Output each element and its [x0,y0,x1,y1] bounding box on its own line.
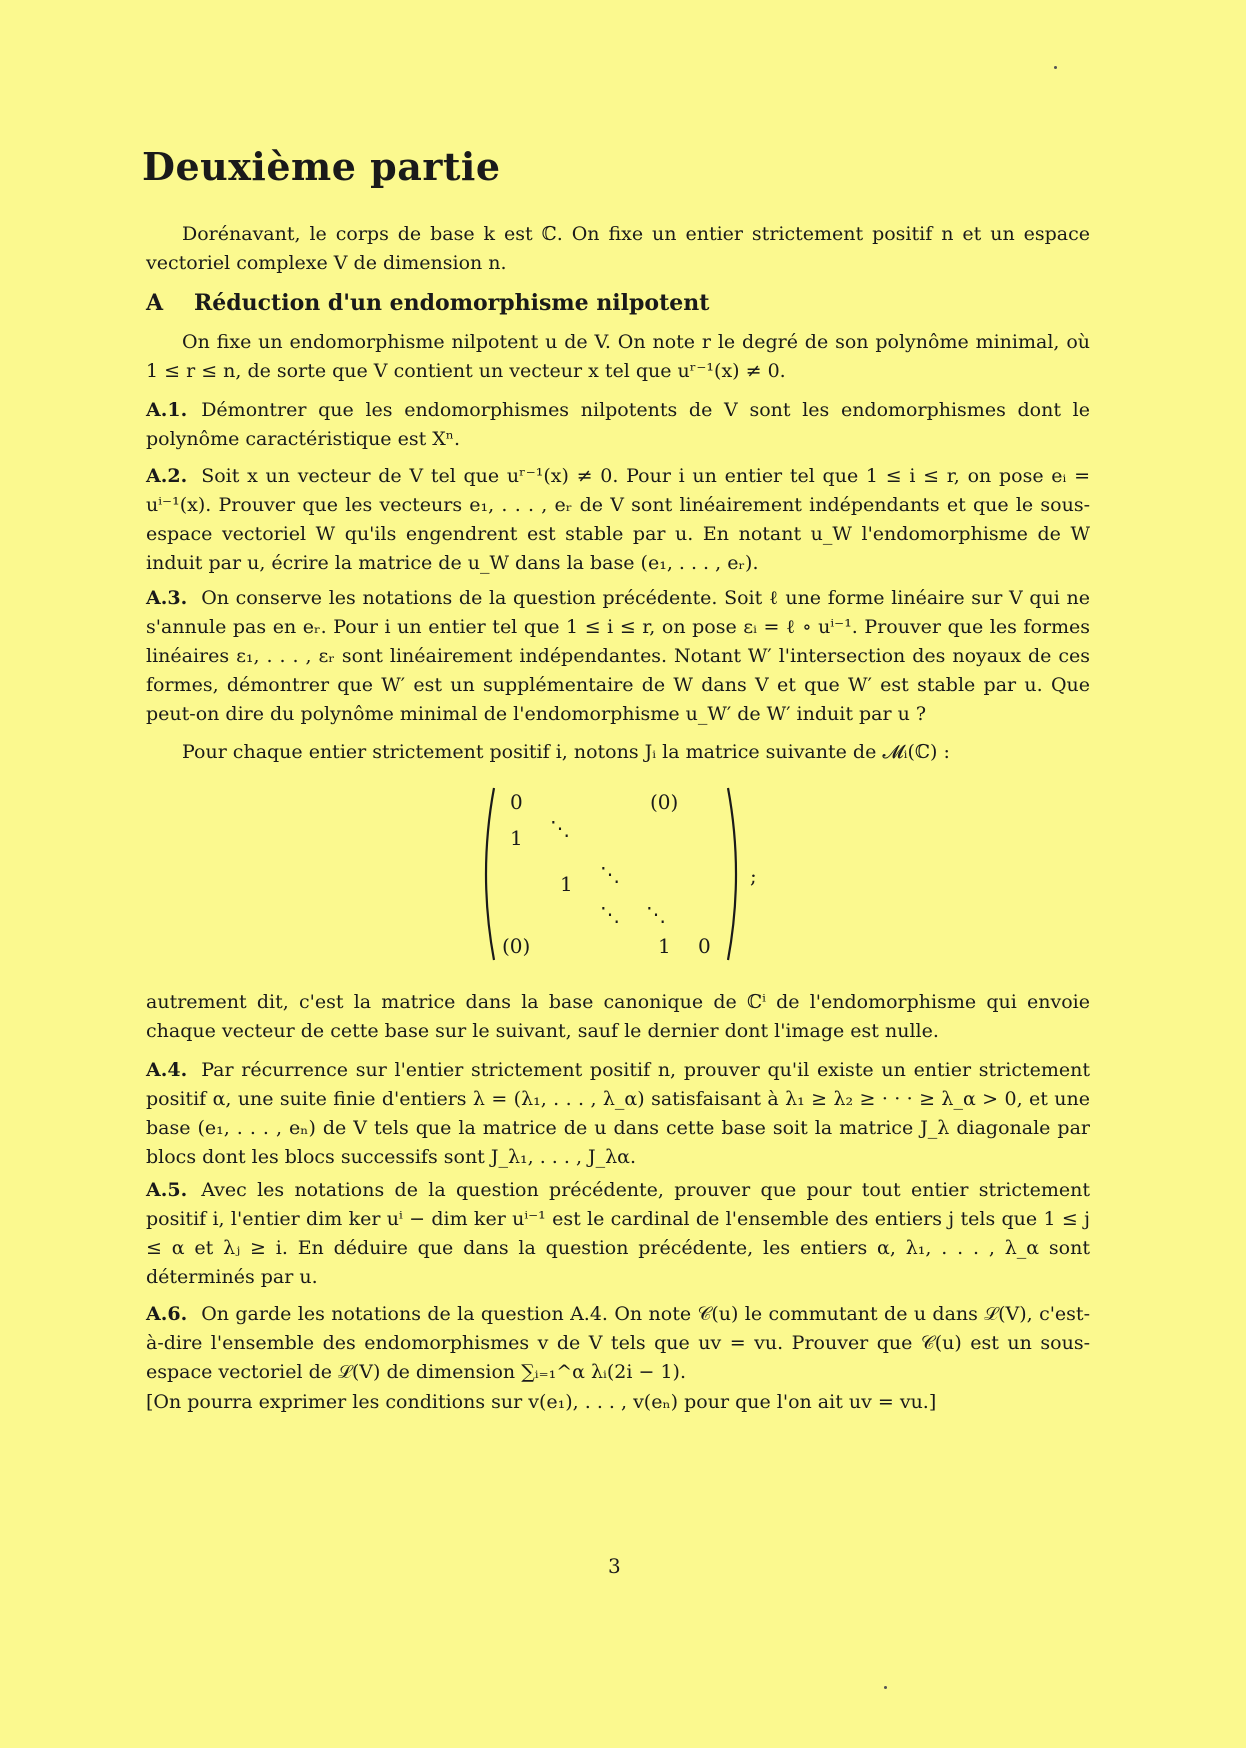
question-a2 [146,462,1090,578]
matrix-semicolon: ; [750,864,757,888]
section-letter: A [146,290,164,316]
question-number: A.6. [146,1303,188,1325]
intro-paragraph: Dorénavant, le corps de base k est ℂ. On fixe un entier strictement positif n et un espace vectoriel complexe V de dimension n. [146,223,1090,274]
scan-speck [884,1686,887,1689]
matrix-bottom-right: 0 [698,934,711,958]
page-number: 3 [608,1554,621,1578]
jordan-after-paragraph: autrement dit, c'est la matrice dans la base canonique de ℂⁱ de l'endomorphisme qui envoie chaque vecteur de cette base sur le suivant, sauf le dernier dont l'image est nulle. [146,991,1090,1042]
question-a1 [146,396,1090,454]
question-text: Démontrer que les endomorphismes nilpotents de V sont les endomorphismes dont le polynôme caractéristique est Xⁿ. [146,399,1090,450]
question-number: A.2. [146,465,188,487]
question-number: A.4. [146,1059,188,1081]
question-a5 [146,1176,1090,1292]
section-title-text: Réduction d'un endomorphisme nilpotent [194,290,710,316]
section-heading [146,290,709,316]
matrix-dots-1: ⋱ [550,816,570,840]
scan-speck [1054,66,1057,69]
jordan-matrix [476,786,746,962]
question-text: Avec les notations de la question précédente, prouver que pour tout entier strictement positif i, l'entier dim ker uⁱ − dim ker uⁱ⁻¹ est le cardinal de l'ensemble des entiers j tels que 1 ≤ j ≤ α et λⱼ ≥ i. En déduire que dans la question précédente, les entiers α, λ₁, . . . , λ_α sont déterminés par u. [146,1179,1090,1288]
question-text: On conserve les notations de la question précédente. Soit ℓ une forme linéaire sur V qui ne s'annule pas en eᵣ. Pour i un entier tel que 1 ≤ i ≤ r, on pose εᵢ = ℓ ∘ uⁱ⁻¹. Prouver que les formes linéaires ε₁, . . . , εᵣ sont linéairement indépendantes. Notant W′ l'intersection des noyaux de ces formes, démontrer que W′ est un supplémentaire de W dans V et que W′ est stable par u. Que peut-on dire du polynôme minimal de l'endomorphisme u_W′ de W′ induit par u ? [146,587,1090,725]
right-paren [724,786,746,962]
question-number: A.1. [146,399,188,421]
question-a6 [146,1300,1090,1387]
matrix-top-left: 0 [510,790,523,814]
matrix-bottom-left: (0) [502,934,531,958]
part-title: Deuxième partie [142,144,501,189]
matrix-top-right: (0) [650,790,679,814]
matrix-sub1: 1 [510,826,523,850]
question-number: A.5. [146,1179,188,1201]
question-text: On garde les notations de la question A.4. On note 𝒞(u) le commutant de u dans ℒ(V), c'est-à-dire l'ensemble des endomorphismes v de V tels que uv = vu. Prouver que 𝒞(u) est un sous-espace vectoriel de ℒ(V) de dimension ∑ᵢ₌₁^α λᵢ(2i − 1). [146,1303,1090,1383]
question-a3 [146,584,1090,729]
jordan-intro-paragraph: Pour chaque entier strictement positif i, notons Jᵢ la matrice suivante de 𝓜ᵢ(ℂ) : [182,741,950,763]
hint-paragraph: [On pourra exprimer les conditions sur v(e₁), . . . , v(eₙ) pour que l'on ait uv = vu.] [146,1391,937,1413]
matrix-dots-4: ⋱ [646,902,666,926]
section-intro-paragraph: On fixe un endomorphisme nilpotent u de V. On note r le degré de son polynôme minimal, où 1 ≤ r ≤ n, de sorte que V contient un vecteur x tel que uʳ⁻¹(x) ≠ 0. [146,331,1090,382]
matrix-bottom-mid: 1 [658,934,671,958]
matrix-sub2: 1 [560,872,573,896]
question-number: A.3. [146,587,188,609]
matrix-dots-3: ⋱ [600,902,620,926]
question-a4 [146,1056,1090,1172]
question-text: Par récurrence sur l'entier strictement positif n, prouver qu'il existe un entier strictement positif α, une suite finie d'entiers λ = (λ₁, . . . , λ_α) satisfaisant à λ₁ ≥ λ₂ ≥ · · · ≥ λ_α > 0, et une base (e₁, . . . , eₙ) de V tels que la matrice de u dans cette base soit la matrice J_λ diagonale par blocs dont les blocs successifs sont J_λ₁, . . . , J_λα. [146,1059,1090,1168]
question-text: Soit x un vecteur de V tel que uʳ⁻¹(x) ≠ 0. Pour i un entier tel que 1 ≤ i ≤ r, on pose eᵢ = uⁱ⁻¹(x). Prouver que les vecteurs e₁, . . . , eᵣ de V sont linéairement indépendants et que le sous-espace vectoriel W qu'ils engendrent est stable par u. En notant u_W l'endomorphisme de W induit par u, écrire la matrice de u_W dans la base (e₁, . . . , eᵣ). [146,465,1090,574]
matrix-dots-2: ⋱ [600,862,620,886]
left-paren [476,786,498,962]
